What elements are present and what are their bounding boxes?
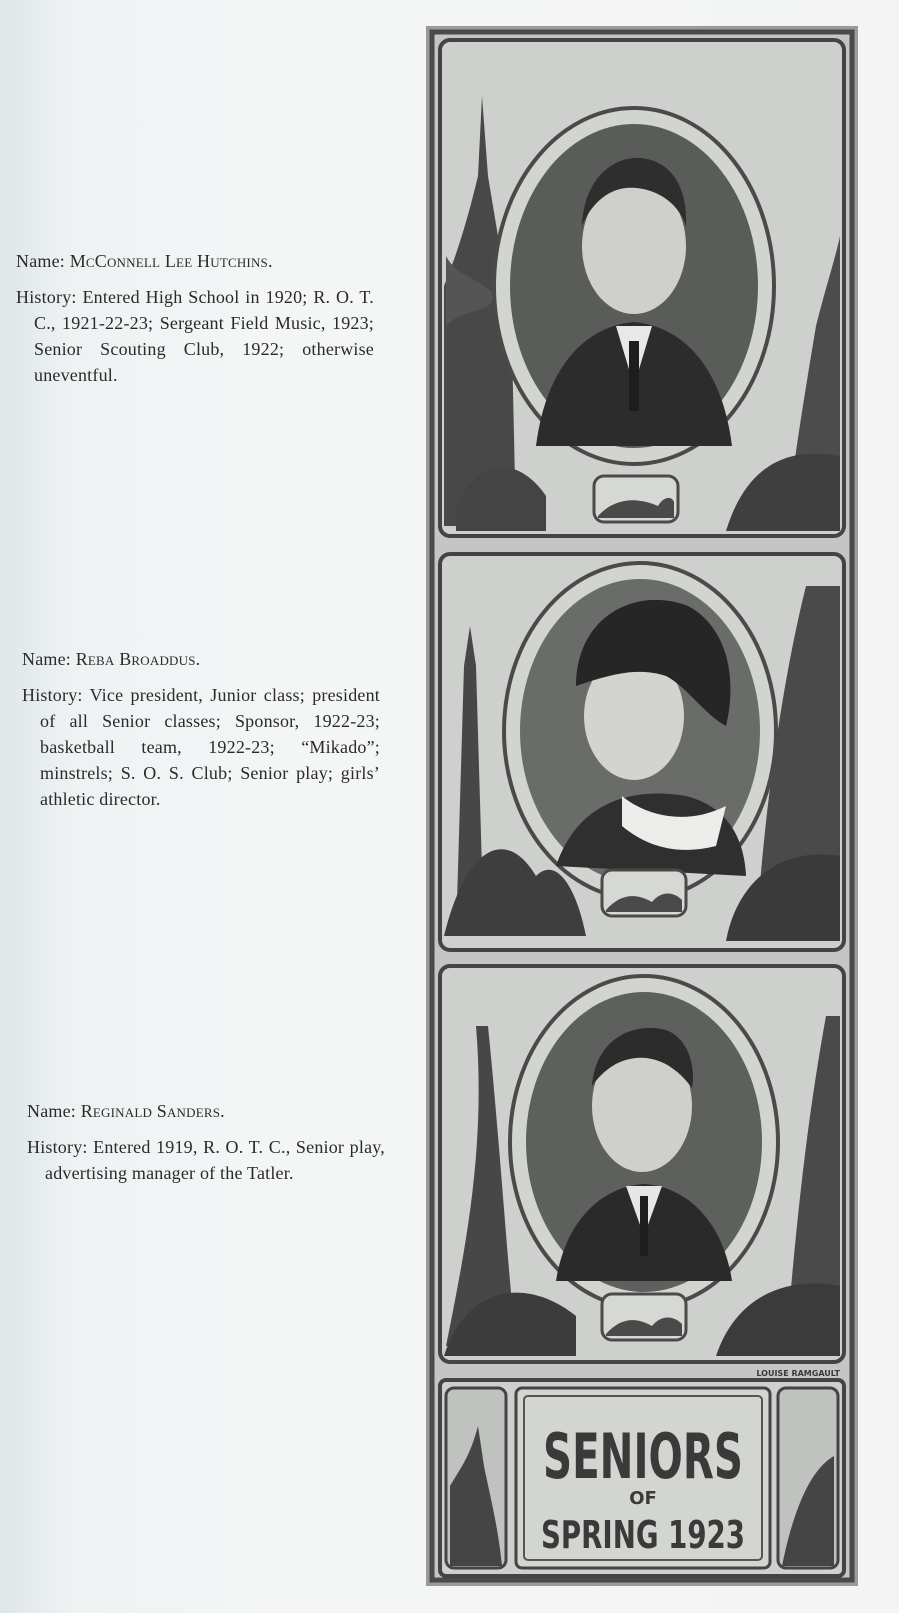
panel-title-seniors: SENIORS <box>543 1420 743 1493</box>
panel-title-of: OF <box>629 1488 657 1509</box>
portrait-panel <box>426 26 858 1586</box>
name-label: Name: <box>27 1101 76 1121</box>
history-line <box>16 284 374 388</box>
name-label: Name: <box>22 649 71 669</box>
portrait-section-2 <box>440 554 844 950</box>
name-line <box>27 1098 385 1124</box>
history-text: Entered High School in 1920; R. O. T. C., 1921-22-23; Sergeant Field Music, 1923; Senior Scouting Club, 1922; otherwise uneventful. <box>34 287 374 385</box>
senior-bio-sanders <box>27 1098 385 1186</box>
artist-signature: LOUISE RAMGAULT <box>756 1369 840 1378</box>
name-line <box>16 248 374 274</box>
senior-name: Reba Broaddus. <box>75 649 201 669</box>
history-line <box>22 682 380 812</box>
history-line <box>27 1134 385 1186</box>
history-text: Vice president, Junior class; president of all Senior classes; Sponsor, 1922-23; basketball team, 1922-23; “Mikado”; minstrels; S. O. S. Club; Senior play; girls’ athletic director. <box>40 685 380 809</box>
history-label: History: <box>16 287 77 307</box>
portrait-section-3 <box>440 966 844 1362</box>
history-label: History: <box>27 1137 88 1157</box>
name-line <box>22 646 380 672</box>
senior-bio-broaddus <box>22 646 380 812</box>
title-section <box>440 1380 844 1576</box>
panel-title-spring-1923: SPRING 1923 <box>541 1513 745 1557</box>
senior-name: McConnell Lee Hutchins. <box>69 251 273 271</box>
name-label: Name: <box>16 251 65 271</box>
portrait-section-1 <box>440 40 844 536</box>
senior-bio-hutchins <box>16 248 374 388</box>
history-text: Entered 1919, R. O. T. C., Senior play, advertising manager of the Tatler. <box>45 1137 385 1183</box>
senior-name: Reginald Sanders. <box>80 1101 225 1121</box>
history-label: History: <box>22 685 83 705</box>
